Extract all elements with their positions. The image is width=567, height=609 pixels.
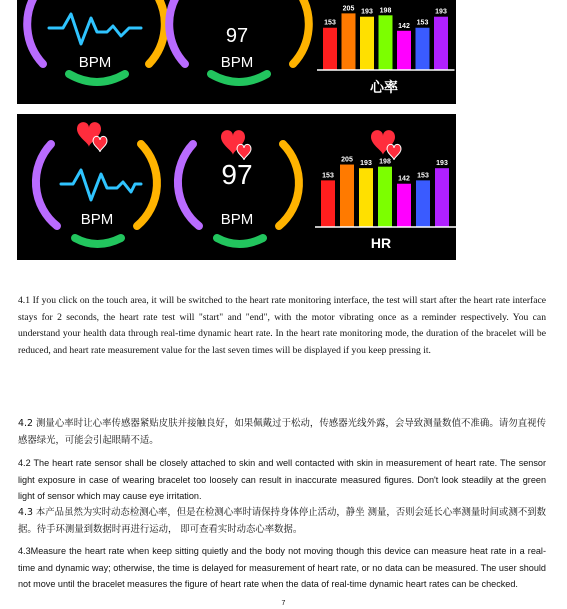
gauge-left-arc <box>178 144 199 226</box>
section-4-1-paragraph: 4.1 If you click on the touch area, it will be switched to the heart rate monitoring interface, the test will start after the heart rate interface stays for 2 seconds, the heart rate test will "start" and "end", with the motor vibrating once as a reminder respectively. You can understand your health data through real-time dynamic heart rate. In the heart rate monitoring mode, the duration of the bracelet will be reduced, and heart rate measurement value for the last seven times will be displayed if you keep pressing it. <box>18 295 546 356</box>
gauge-right-arc <box>149 0 165 64</box>
pulse-gauge-screen <box>36 122 157 244</box>
gauge-bottom-arc <box>75 238 121 244</box>
bar-4 <box>378 167 392 227</box>
bar-value-label: 193 <box>361 8 373 16</box>
heart-icon <box>77 122 107 152</box>
section-4-3-chinese-paragraph: 4.3 本产品虽然为实时动态检测心率，但是在检测心率时请保持身体停止活动，静坐 测量，否则会延长心率测量时间或测不到数据。待手环测量到数据时再进行运动， 即可查看实时动态心率数据。 <box>18 507 546 535</box>
heart-icon <box>221 130 251 160</box>
chart-caption: HR <box>370 235 392 251</box>
bar-value-label: 153 <box>416 19 429 27</box>
gauge-left-arc <box>27 0 43 64</box>
screens-illustration-top <box>17 0 456 104</box>
history-bar-chart <box>315 157 456 227</box>
bar-3 <box>360 17 374 70</box>
bar-1 <box>323 28 337 70</box>
gauge-bottom-arc <box>211 74 267 82</box>
bar-value-label: 153 <box>417 172 429 180</box>
gauge2-label: BPM <box>220 54 254 71</box>
chart-caption: 心率 <box>370 80 398 96</box>
heart-icon <box>371 130 401 160</box>
pulse-wave-icon <box>49 14 141 44</box>
bar-5 <box>397 31 411 70</box>
gauge-right-arc <box>279 144 299 226</box>
bar-2 <box>342 13 356 70</box>
bar-7 <box>434 17 448 70</box>
gauge2-label: BPM <box>220 211 254 228</box>
heart-rate-screens-chinese <box>17 0 456 104</box>
section-4-2-english-paragraph: 4.2 The heart rate sensor shall be closely attached to skin and well contacted with skin in measurement of heart rate. The sensor light exposure in case of wearing bracelet too loosely can result in inaccurate measured figures. Don't look steadily at the green light of sensor which may cause eye irritation. <box>18 458 546 501</box>
gauge1-label: BPM <box>80 211 114 228</box>
bar-value-label: 205 <box>341 156 353 164</box>
gauge-left-arc <box>169 0 185 64</box>
bar-value-label: 153 <box>322 172 334 180</box>
gauge2-value: 97 <box>221 159 253 190</box>
bar-value-label: 193 <box>436 160 448 168</box>
bar-4 <box>379 15 393 70</box>
gauge-bottom-arc <box>69 74 125 82</box>
bpm-value-gauge-screen <box>169 0 309 82</box>
bar-6 <box>416 28 430 70</box>
bar-value-label: 142 <box>398 22 410 30</box>
gauge-right-arc <box>293 0 309 64</box>
screens-illustration-bottom <box>17 114 456 260</box>
section-4-3-english-paragraph: 4.3Measure the heart rate when keep sitting quietly and the body not moving though this device can measure heat rate in a real-time and dynamic way; otherwise, the time is delayed for measurement of heart rate, or no data can be measured. The user should not move until the bracelet measures the figure of heart rate when the data of real-time dynamic heart rates can be checked. <box>18 546 546 589</box>
bar-value-label: 205 <box>342 5 355 13</box>
bar-value-label: 153 <box>324 19 336 27</box>
gauge-left-arc <box>36 144 57 226</box>
gauge1-label: BPM <box>78 54 112 71</box>
bar-value-label: 193 <box>360 160 372 168</box>
bar-value-label: 198 <box>379 158 391 166</box>
heart-rate-screens-english <box>17 114 456 260</box>
bar-value-label: 193 <box>435 8 447 16</box>
bar-1 <box>321 180 335 227</box>
bar-6 <box>416 180 430 227</box>
pulse-gauge-screen <box>27 0 165 82</box>
bar-7 <box>435 168 449 227</box>
history-bar-chart <box>317 5 455 70</box>
gauge-bottom-arc <box>217 238 263 244</box>
pulse-wave-icon <box>61 170 141 200</box>
section-4-2-chinese-paragraph: 4.2 测量心率时让心率传感器紧贴皮肤并接触良好，如果佩戴过于松动，传感器光线外露，会导致测量数值不准确。请勿直视传感器绿光，可能会引起眼睛不适。 <box>18 418 546 446</box>
gauge2-value: 97 <box>225 25 249 47</box>
bar-5 <box>397 184 411 227</box>
bar-2 <box>340 165 354 227</box>
page-number: 7 <box>281 600 286 607</box>
bar-value-label: 142 <box>398 175 410 183</box>
bpm-value-gauge-screen <box>178 130 299 244</box>
bar-value-label: 198 <box>379 7 392 15</box>
bar-3 <box>359 168 373 227</box>
